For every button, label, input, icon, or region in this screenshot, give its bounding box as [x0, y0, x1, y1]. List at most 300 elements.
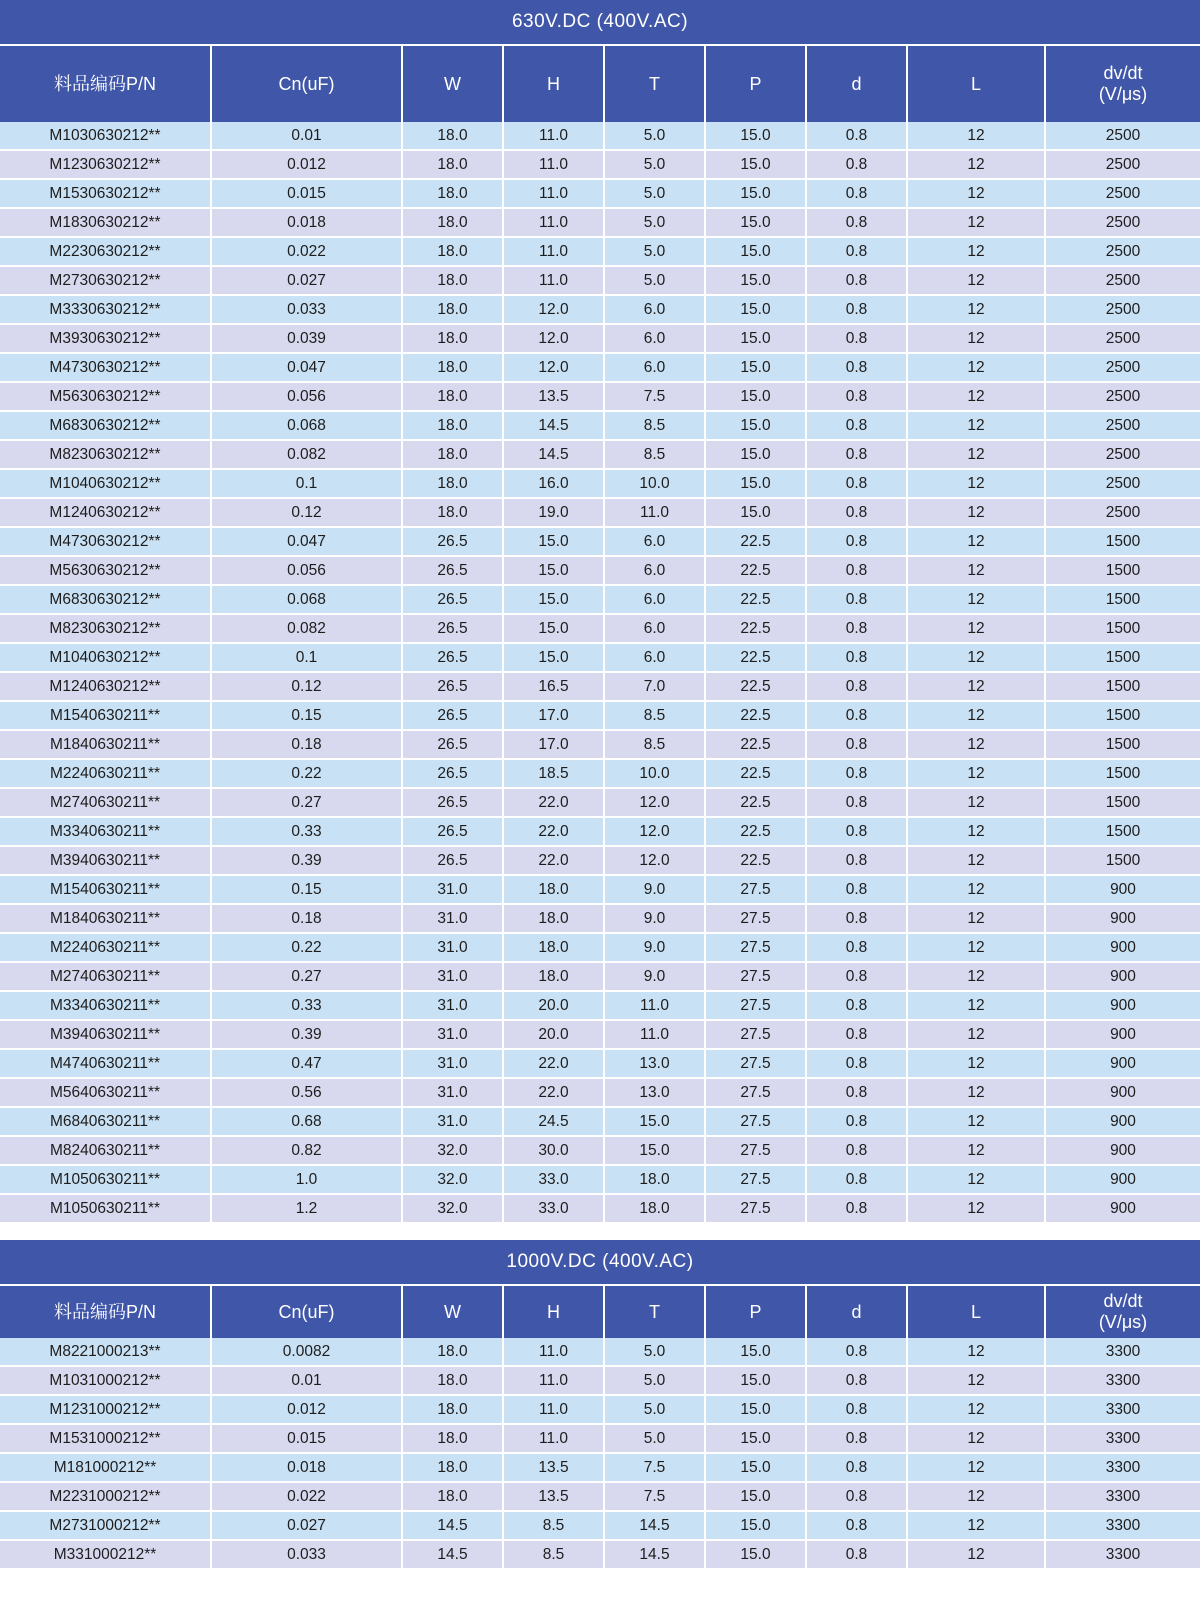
- cell-cn: 0.18: [211, 904, 402, 933]
- cell-l: 12: [907, 730, 1045, 759]
- cell-p: 15.0: [705, 295, 806, 324]
- cell-t: 6.0: [604, 353, 705, 382]
- cell-dvdt: 1500: [1045, 817, 1200, 846]
- cell-p: 27.5: [705, 1165, 806, 1194]
- cell-l: 12: [907, 1165, 1045, 1194]
- cell-l: 12: [907, 1338, 1045, 1366]
- cell-cn: 0.068: [211, 411, 402, 440]
- cell-pn: M3340630211**: [0, 991, 211, 1020]
- cell-w: 14.5: [402, 1511, 503, 1540]
- cell-l: 12: [907, 237, 1045, 266]
- cell-pn: M1531000212**: [0, 1424, 211, 1453]
- cell-dvdt: 3300: [1045, 1424, 1200, 1453]
- cell-w: 32.0: [402, 1194, 503, 1223]
- table-row: [0, 1338, 1200, 1366]
- cell-w: 26.5: [402, 701, 503, 730]
- cell-dvdt: 1500: [1045, 701, 1200, 730]
- cell-l: 12: [907, 1366, 1045, 1395]
- cell-h: 20.0: [503, 991, 604, 1020]
- cell-p: 15.0: [705, 1338, 806, 1366]
- cell-w: 26.5: [402, 556, 503, 585]
- cell-pn: M1840630211**: [0, 904, 211, 933]
- cell-dvdt: 900: [1045, 904, 1200, 933]
- cell-pn: M2730630212**: [0, 266, 211, 295]
- cell-l: 12: [907, 1020, 1045, 1049]
- cell-d: 0.8: [806, 237, 907, 266]
- cell-dvdt: 3300: [1045, 1395, 1200, 1424]
- cell-d: 0.8: [806, 817, 907, 846]
- cell-p: 15.0: [705, 237, 806, 266]
- cell-t: 5.0: [604, 179, 705, 208]
- cell-w: 26.5: [402, 672, 503, 701]
- cell-cn: 0.82: [211, 1136, 402, 1165]
- col-dvdt: [1045, 1286, 1200, 1338]
- cell-t: 5.0: [604, 1338, 705, 1366]
- cell-cn: 0.15: [211, 875, 402, 904]
- cell-cn: 0.68: [211, 1107, 402, 1136]
- cell-l: 12: [907, 1107, 1045, 1136]
- cell-d: 0.8: [806, 556, 907, 585]
- cell-pn: M1240630212**: [0, 498, 211, 527]
- cell-t: 6.0: [604, 295, 705, 324]
- table-body: [0, 122, 1200, 1223]
- cell-p: 22.5: [705, 672, 806, 701]
- cell-cn: 0.01: [211, 122, 402, 150]
- cell-d: 0.8: [806, 962, 907, 991]
- cell-pn: M6840630211**: [0, 1107, 211, 1136]
- cell-t: 15.0: [604, 1136, 705, 1165]
- cell-p: 27.5: [705, 875, 806, 904]
- cell-h: 22.0: [503, 788, 604, 817]
- table-row: [0, 1540, 1200, 1569]
- table-row: [0, 1395, 1200, 1424]
- cell-pn: M6830630212**: [0, 411, 211, 440]
- cell-h: 8.5: [503, 1511, 604, 1540]
- cell-w: 18.0: [402, 1424, 503, 1453]
- cell-h: 22.0: [503, 817, 604, 846]
- cell-l: 12: [907, 759, 1045, 788]
- spec-table-630v: [0, 46, 1200, 1224]
- cell-w: 32.0: [402, 1165, 503, 1194]
- cell-h: 18.5: [503, 759, 604, 788]
- cell-t: 12.0: [604, 817, 705, 846]
- table-row: [0, 875, 1200, 904]
- table-row: [0, 1366, 1200, 1395]
- cell-h: 11.0: [503, 1338, 604, 1366]
- table-row: [0, 1136, 1200, 1165]
- col-d: d: [806, 1286, 907, 1338]
- table-row: [0, 933, 1200, 962]
- cell-p: 15.0: [705, 382, 806, 411]
- table-row: [0, 1453, 1200, 1482]
- table-row: [0, 556, 1200, 585]
- section-title: 1000V.DC (400V.AC): [0, 1240, 1200, 1286]
- cell-t: 5.0: [604, 1395, 705, 1424]
- cell-l: 12: [907, 266, 1045, 295]
- cell-w: 18.0: [402, 1366, 503, 1395]
- cell-l: 12: [907, 469, 1045, 498]
- table-row: [0, 1049, 1200, 1078]
- cell-d: 0.8: [806, 382, 907, 411]
- col-cn: Cn(uF): [211, 46, 402, 122]
- cell-pn: M1230630212**: [0, 150, 211, 179]
- cell-t: 9.0: [604, 933, 705, 962]
- cell-p: 15.0: [705, 469, 806, 498]
- cell-l: 12: [907, 208, 1045, 237]
- table-row: [0, 846, 1200, 875]
- cell-w: 18.0: [402, 266, 503, 295]
- cell-t: 7.5: [604, 382, 705, 411]
- cell-p: 22.5: [705, 846, 806, 875]
- cell-pn: M8221000213**: [0, 1338, 211, 1366]
- cell-t: 11.0: [604, 498, 705, 527]
- col-cn: Cn(uF): [211, 1286, 402, 1338]
- cell-l: 12: [907, 411, 1045, 440]
- cell-pn: M5630630212**: [0, 556, 211, 585]
- cell-h: 11.0: [503, 266, 604, 295]
- table-row: [0, 469, 1200, 498]
- table-row: [0, 1107, 1200, 1136]
- cell-t: 8.5: [604, 701, 705, 730]
- table-row: [0, 1194, 1200, 1223]
- cell-w: 26.5: [402, 817, 503, 846]
- cell-l: 12: [907, 498, 1045, 527]
- cell-h: 15.0: [503, 556, 604, 585]
- cell-h: 13.5: [503, 1453, 604, 1482]
- table-row: [0, 1424, 1200, 1453]
- cell-dvdt: 900: [1045, 1107, 1200, 1136]
- cell-d: 0.8: [806, 179, 907, 208]
- cell-pn: M1840630211**: [0, 730, 211, 759]
- cell-p: 15.0: [705, 179, 806, 208]
- cell-dvdt: 900: [1045, 1078, 1200, 1107]
- cell-h: 17.0: [503, 701, 604, 730]
- cell-w: 18.0: [402, 208, 503, 237]
- cell-dvdt: 3300: [1045, 1338, 1200, 1366]
- cell-p: 15.0: [705, 1511, 806, 1540]
- cell-t: 12.0: [604, 846, 705, 875]
- cell-dvdt: 2500: [1045, 382, 1200, 411]
- cell-cn: 0.12: [211, 672, 402, 701]
- cell-cn: 0.015: [211, 179, 402, 208]
- cell-cn: 0.082: [211, 440, 402, 469]
- cell-dvdt: 3300: [1045, 1453, 1200, 1482]
- cell-pn: M2740630211**: [0, 788, 211, 817]
- cell-w: 32.0: [402, 1136, 503, 1165]
- cell-h: 22.0: [503, 1078, 604, 1107]
- cell-p: 15.0: [705, 1482, 806, 1511]
- cell-l: 12: [907, 1395, 1045, 1424]
- cell-d: 0.8: [806, 846, 907, 875]
- cell-pn: M1240630212**: [0, 672, 211, 701]
- cell-dvdt: 1500: [1045, 614, 1200, 643]
- cell-h: 15.0: [503, 614, 604, 643]
- cell-h: 12.0: [503, 353, 604, 382]
- cell-w: 31.0: [402, 1020, 503, 1049]
- cell-t: 9.0: [604, 875, 705, 904]
- cell-h: 20.0: [503, 1020, 604, 1049]
- cell-p: 15.0: [705, 122, 806, 150]
- cell-d: 0.8: [806, 991, 907, 1020]
- cell-pn: M5630630212**: [0, 382, 211, 411]
- cell-dvdt: 2500: [1045, 440, 1200, 469]
- cell-t: 8.5: [604, 411, 705, 440]
- table-row: [0, 353, 1200, 382]
- cell-d: 0.8: [806, 122, 907, 150]
- cell-w: 18.0: [402, 353, 503, 382]
- cell-cn: 0.012: [211, 150, 402, 179]
- cell-p: 22.5: [705, 788, 806, 817]
- cell-w: 18.0: [402, 1395, 503, 1424]
- cell-p: 15.0: [705, 440, 806, 469]
- dvdt-label: dv/dt: [1103, 63, 1143, 83]
- cell-t: 5.0: [604, 266, 705, 295]
- cell-p: 15.0: [705, 150, 806, 179]
- cell-w: 31.0: [402, 1049, 503, 1078]
- cell-cn: 0.039: [211, 324, 402, 353]
- cell-d: 0.8: [806, 1078, 907, 1107]
- col-p: P: [705, 1286, 806, 1338]
- cell-cn: 0.018: [211, 1453, 402, 1482]
- cell-w: 18.0: [402, 237, 503, 266]
- cell-t: 9.0: [604, 962, 705, 991]
- cell-pn: M2740630211**: [0, 962, 211, 991]
- col-pn: 料品编码P/N: [0, 46, 211, 122]
- cell-h: 33.0: [503, 1194, 604, 1223]
- cell-p: 22.5: [705, 614, 806, 643]
- cell-cn: 0.18: [211, 730, 402, 759]
- cell-l: 12: [907, 1511, 1045, 1540]
- cell-dvdt: 2500: [1045, 179, 1200, 208]
- cell-d: 0.8: [806, 1424, 907, 1453]
- cell-cn: 0.033: [211, 1540, 402, 1569]
- cell-d: 0.8: [806, 1366, 907, 1395]
- cell-d: 0.8: [806, 904, 907, 933]
- cell-dvdt: 2500: [1045, 122, 1200, 150]
- cell-t: 18.0: [604, 1194, 705, 1223]
- cell-l: 12: [907, 643, 1045, 672]
- cell-cn: 0.56: [211, 1078, 402, 1107]
- cell-dvdt: 2500: [1045, 208, 1200, 237]
- cell-d: 0.8: [806, 1194, 907, 1223]
- cell-cn: 0.047: [211, 527, 402, 556]
- col-h: H: [503, 1286, 604, 1338]
- cell-dvdt: 2500: [1045, 150, 1200, 179]
- cell-w: 18.0: [402, 440, 503, 469]
- cell-t: 14.5: [604, 1540, 705, 1569]
- cell-t: 7.5: [604, 1482, 705, 1511]
- cell-l: 12: [907, 585, 1045, 614]
- cell-cn: 0.033: [211, 295, 402, 324]
- table-row: [0, 411, 1200, 440]
- cell-dvdt: 900: [1045, 933, 1200, 962]
- table-row: [0, 759, 1200, 788]
- cell-l: 12: [907, 295, 1045, 324]
- cell-dvdt: 1500: [1045, 788, 1200, 817]
- cell-l: 12: [907, 527, 1045, 556]
- cell-cn: 0.1: [211, 469, 402, 498]
- table-row: [0, 1511, 1200, 1540]
- cell-cn: 0.22: [211, 759, 402, 788]
- cell-p: 27.5: [705, 1194, 806, 1223]
- cell-pn: M331000212**: [0, 1540, 211, 1569]
- cell-l: 12: [907, 991, 1045, 1020]
- table-row: [0, 962, 1200, 991]
- cell-dvdt: 2500: [1045, 469, 1200, 498]
- cell-l: 12: [907, 440, 1045, 469]
- cell-l: 12: [907, 904, 1045, 933]
- cell-dvdt: 2500: [1045, 498, 1200, 527]
- cell-dvdt: 900: [1045, 962, 1200, 991]
- cell-dvdt: 2500: [1045, 266, 1200, 295]
- cell-cn: 1.2: [211, 1194, 402, 1223]
- cell-d: 0.8: [806, 614, 907, 643]
- table-row: [0, 440, 1200, 469]
- cell-w: 18.0: [402, 324, 503, 353]
- cell-pn: M1540630211**: [0, 875, 211, 904]
- col-w: W: [402, 46, 503, 122]
- cell-h: 18.0: [503, 933, 604, 962]
- cell-p: 15.0: [705, 1395, 806, 1424]
- cell-l: 12: [907, 1194, 1045, 1223]
- cell-w: 18.0: [402, 150, 503, 179]
- cell-l: 12: [907, 382, 1045, 411]
- cell-w: 18.0: [402, 179, 503, 208]
- cell-w: 31.0: [402, 1107, 503, 1136]
- cell-t: 14.5: [604, 1511, 705, 1540]
- cell-h: 22.0: [503, 1049, 604, 1078]
- cell-pn: M6830630212**: [0, 585, 211, 614]
- cell-dvdt: 900: [1045, 1049, 1200, 1078]
- cell-l: 12: [907, 324, 1045, 353]
- cell-d: 0.8: [806, 730, 907, 759]
- cell-pn: M1031000212**: [0, 1366, 211, 1395]
- cell-pn: M1040630212**: [0, 643, 211, 672]
- cell-p: 22.5: [705, 585, 806, 614]
- cell-l: 12: [907, 614, 1045, 643]
- cell-h: 15.0: [503, 585, 604, 614]
- cell-w: 26.5: [402, 643, 503, 672]
- cell-l: 12: [907, 846, 1045, 875]
- cell-t: 8.5: [604, 440, 705, 469]
- cell-pn: M2230630212**: [0, 237, 211, 266]
- col-dvdt: [1045, 46, 1200, 122]
- table-row: [0, 1020, 1200, 1049]
- cell-d: 0.8: [806, 1511, 907, 1540]
- cell-d: 0.8: [806, 585, 907, 614]
- cell-l: 12: [907, 1049, 1045, 1078]
- cell-d: 0.8: [806, 324, 907, 353]
- cell-h: 11.0: [503, 1424, 604, 1453]
- dvdt-unit: (V/μs): [1098, 1312, 1148, 1332]
- cell-h: 19.0: [503, 498, 604, 527]
- cell-t: 13.0: [604, 1049, 705, 1078]
- table-row: [0, 904, 1200, 933]
- cell-w: 18.0: [402, 498, 503, 527]
- section-title: 630V.DC (400V.AC): [0, 0, 1200, 46]
- cell-h: 14.5: [503, 411, 604, 440]
- cell-t: 6.0: [604, 324, 705, 353]
- col-p: P: [705, 46, 806, 122]
- cell-d: 0.8: [806, 440, 907, 469]
- table-row: [0, 179, 1200, 208]
- cell-cn: 0.33: [211, 991, 402, 1020]
- cell-p: 22.5: [705, 759, 806, 788]
- cell-l: 12: [907, 875, 1045, 904]
- cell-pn: M3940630211**: [0, 846, 211, 875]
- cell-w: 18.0: [402, 411, 503, 440]
- cell-w: 26.5: [402, 759, 503, 788]
- cell-pn: M3340630211**: [0, 817, 211, 846]
- cell-pn: M8230630212**: [0, 614, 211, 643]
- cell-w: 18.0: [402, 382, 503, 411]
- col-l: L: [907, 1286, 1045, 1338]
- table-row: [0, 527, 1200, 556]
- cell-t: 5.0: [604, 122, 705, 150]
- cell-pn: M3930630212**: [0, 324, 211, 353]
- cell-h: 13.5: [503, 1482, 604, 1511]
- cell-w: 31.0: [402, 991, 503, 1020]
- header-row: [0, 1286, 1200, 1338]
- cell-d: 0.8: [806, 875, 907, 904]
- cell-l: 12: [907, 1136, 1045, 1165]
- cell-d: 0.8: [806, 1540, 907, 1569]
- cell-w: 26.5: [402, 585, 503, 614]
- col-pn: 料品编码P/N: [0, 1286, 211, 1338]
- cell-p: 27.5: [705, 1107, 806, 1136]
- cell-cn: 0.12: [211, 498, 402, 527]
- cell-l: 12: [907, 556, 1045, 585]
- cell-w: 31.0: [402, 962, 503, 991]
- cell-p: 15.0: [705, 411, 806, 440]
- cell-t: 7.5: [604, 1453, 705, 1482]
- col-l: L: [907, 46, 1045, 122]
- cell-t: 6.0: [604, 614, 705, 643]
- cell-dvdt: 2500: [1045, 353, 1200, 382]
- cell-h: 13.5: [503, 382, 604, 411]
- cell-p: 22.5: [705, 817, 806, 846]
- table-row: [0, 991, 1200, 1020]
- cell-l: 12: [907, 150, 1045, 179]
- cell-dvdt: 900: [1045, 991, 1200, 1020]
- cell-l: 12: [907, 701, 1045, 730]
- cell-pn: M181000212**: [0, 1453, 211, 1482]
- cell-h: 11.0: [503, 1395, 604, 1424]
- cell-w: 18.0: [402, 469, 503, 498]
- dvdt-unit: (V/μs): [1098, 84, 1148, 104]
- cell-dvdt: 1500: [1045, 759, 1200, 788]
- table-row: [0, 643, 1200, 672]
- cell-cn: 0.27: [211, 962, 402, 991]
- cell-pn: M8240630211**: [0, 1136, 211, 1165]
- table-row: [0, 788, 1200, 817]
- cell-h: 16.0: [503, 469, 604, 498]
- section-1000v: [0, 1240, 1200, 1570]
- table-row: [0, 122, 1200, 150]
- cell-w: 18.0: [402, 1453, 503, 1482]
- cell-pn: M5640630211**: [0, 1078, 211, 1107]
- cell-d: 0.8: [806, 1020, 907, 1049]
- cell-t: 5.0: [604, 1424, 705, 1453]
- cell-t: 6.0: [604, 585, 705, 614]
- cell-dvdt: 3300: [1045, 1366, 1200, 1395]
- cell-dvdt: 900: [1045, 1165, 1200, 1194]
- table-row: [0, 150, 1200, 179]
- cell-p: 27.5: [705, 1020, 806, 1049]
- cell-h: 18.0: [503, 962, 604, 991]
- col-w: W: [402, 1286, 503, 1338]
- cell-p: 27.5: [705, 904, 806, 933]
